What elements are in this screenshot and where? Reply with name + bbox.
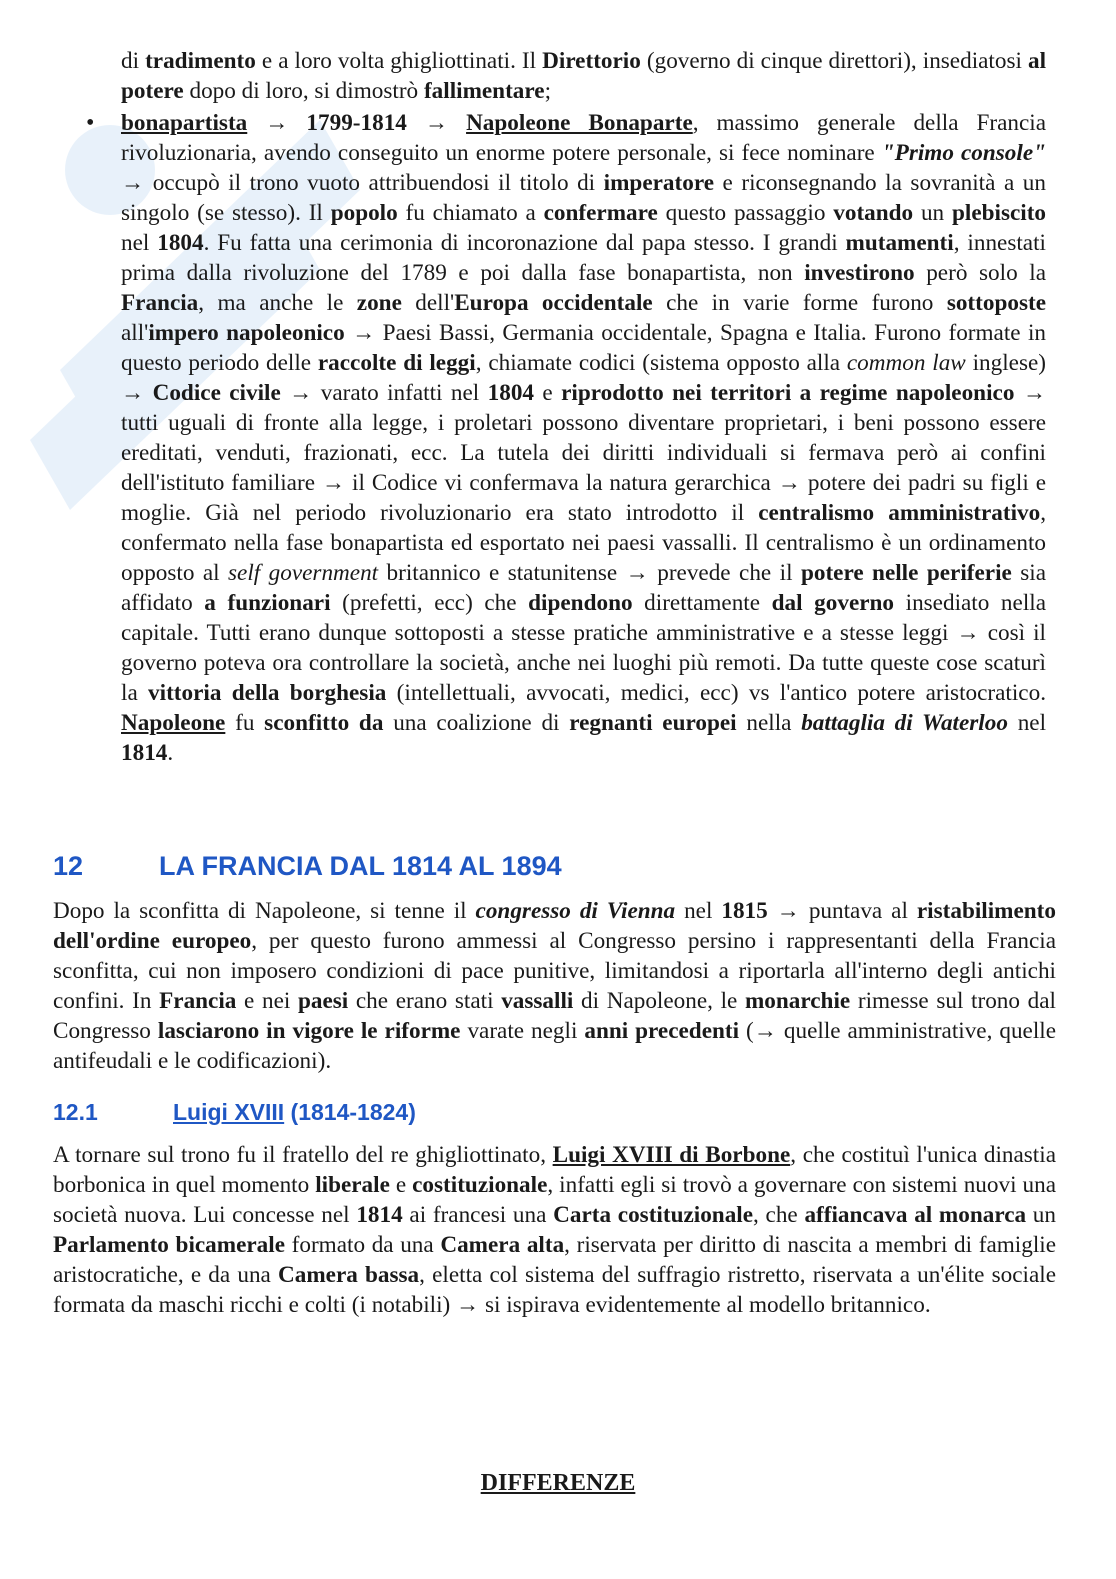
bullet-marker: •: [86, 110, 95, 136]
section-12-1-heading: [53, 1097, 416, 1127]
section-12-title: LA FRANCIA DAL 1814 AL 1894: [159, 851, 562, 881]
intro-tail-paragraph: di tradimento e a loro volta ghigliottinati. Il Direttorio (governo di cinque direttori), insediatosi al potere dopo di loro, si dimostrò fallimentare;: [121, 48, 1047, 104]
napoleone-bonaparte-link[interactable]: Napoleone Bonaparte: [466, 110, 693, 136]
napoleone-link[interactable]: Napoleone: [121, 710, 226, 736]
section-12-heading: [53, 850, 562, 882]
bonapartista-paragraph: bonapartista → 1799-1814 → Napoleone Bonaparte, massimo generale della Francia rivoluzionaria, avendo conseguito un enorme potere personale, si fece nominare "Primo console" → occupò il trono vuoto attribuendosi il titolo di imperatore e riconsegnando la sovranità a un singolo (se stesso). Il popolo fu chiamato a confermare questo passaggio votando un plebiscito nel 1804. Fu fatta una cerimonia di incoronazione dal papa stesso. I grandi mutamenti, innestati prima dalla rivoluzione del 1789 e poi dalla fase bonapartista, non investirono però solo la Francia, ma anche le zone dell'Europa occidentale che in varie forme furono sottoposte all'impero napoleonico → Paesi Bassi, Germania occidentale, Spagna e Italia. Furono formate in questo periodo delle raccolte di leggi, chiamate codici (sistema opposto alla common law inglese) → Codice civile → varato infatti nel 1804 e riprodotto nei territori a regime napoleonico → tutti uguali di fronte alla legge, i proletari possono diventare proprietari, i beni possono essere ereditati, venduti, frazionati, ecc. La tutela dei diritti individuali si fermava però ai confini dell'istituto familiare → il Codice vi confermava la natura gerarchica → potere dei padri su figli e moglie. Già nel periodo rivoluzionario era stato introdotto il centralismo amministrativo, confermato nella fase bonapartista ed esportato nei paesi vassalli. Il centralismo è un ordinamento opposto al self government britannico e statunitense → prevede che il potere nelle periferie sia affidato a funzionari (prefetti, ecc) che dipendono direttamente dal governo insediato nella capitale. Tutti erano dunque sottoposti a stesse pratiche amministrative e a stesse leggi → così il governo poteva ora controllare la società, anche nei luoghi più remoti. Da tutte queste cose scaturì la vittoria della borghesia (intellettuali, avvocati, medici, ecc) vs l'antico potere aristocratico. Napoleone fu sconfitto da una coalizione di regnanti europei nella battaglia di Waterloo nel 1814.: [121, 110, 1047, 766]
section-12-1-title-rest: (1814-1824): [284, 1099, 416, 1125]
luigi-xviii-heading-link[interactable]: Luigi XVIII: [173, 1099, 285, 1125]
bonapartista-link[interactable]: bonapartista: [121, 110, 248, 136]
luigi-xviii-di-borbone-link[interactable]: Luigi XVIII di Borbone: [552, 1142, 791, 1168]
section-12-paragraph: Dopo la sconfitta di Napoleone, si tenne il congresso di Vienna nel 1815 → puntava al ristabilimento dell'ordine europeo, per questo furono ammessi al Congresso persino i rappresentanti della Francia sconfitta, cui non imposero condizioni di pace punitive, limitandosi a riportarla all'interno degli antichi confini. In Francia e nei paesi che erano stati vassalli di Napoleone, le monarchie rimesse sul trono dal Congresso lasciarono in vigore le riforme varate negli anni precedenti (→ quelle amministrative, quelle antifeudali e le codificazioni).: [53, 898, 1057, 1074]
differenze-heading: DIFFERENZE: [480, 1470, 636, 1496]
section-12-number: 12: [53, 851, 84, 881]
section-12-1-paragraph: A tornare sul trono fu il fratello del re ghigliottinato, Luigi XVIII di Borbone, che costituì l'unica dinastia borbonica in quel momento liberale e costituzionale, infatti egli si trovò a governare con sistemi nuovi una società nuova. Lui concesse nel 1814 ai francesi una Carta costituzionale, che affiancava al monarca un Parlamento bicamerale formato da una Camera alta, riservata per diritto di nascita a membri di famiglie aristocratiche, e da una Camera bassa, eletta col sistema del suffragio ristretto, riservata a un'élite sociale formata da maschi ricchi e colti (i notabili) → si ispirava evidentemente al modello britannico.: [53, 1142, 1056, 1318]
section-12-1-number: 12.1: [53, 1099, 98, 1125]
